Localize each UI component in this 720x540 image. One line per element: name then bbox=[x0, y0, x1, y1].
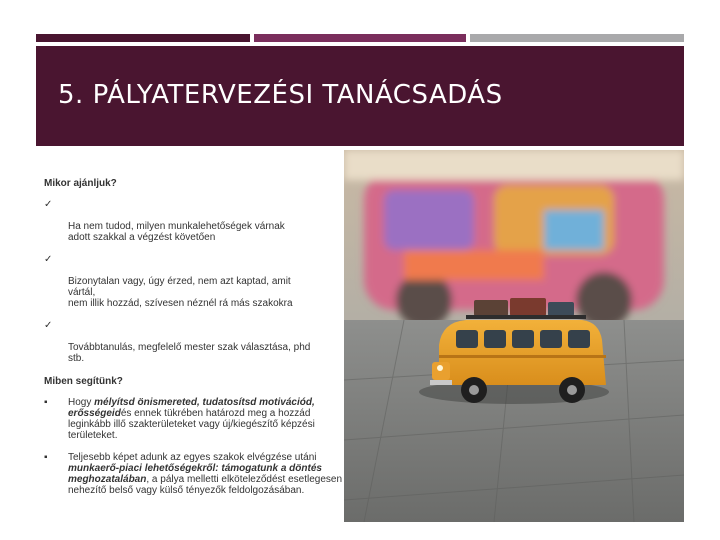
section-heading-help: Miben segítünk? bbox=[44, 376, 123, 387]
item-text-pre: Teljesebb képet adunk az egyes szakok elvégzése utáni bbox=[68, 452, 317, 463]
item-text-post: és ennek tükrében határozd meg a hozzád leginkább illő szakterületeket vagy új/kiegészítő képzési területeket. bbox=[68, 408, 315, 441]
checkmark-icon: ✓ bbox=[44, 199, 53, 210]
checkmark-icon: ✓ bbox=[44, 320, 53, 331]
accent-bar-dark bbox=[36, 34, 250, 42]
item-text-post: , a pálya melletti elköteleződést esetlegesen nehezítő belső vagy külső tényezők feldolgozásában. bbox=[68, 474, 343, 496]
list-item-text: Ha nem tudod, milyen munkalehetőségek várnak adott szakkal a végzést követően bbox=[68, 221, 285, 243]
item-text-emphasis: mélyítsd önismereted, tudatosítsd motivációd, erősségeid bbox=[68, 397, 315, 419]
help-list bbox=[44, 397, 344, 496]
list-item bbox=[44, 452, 344, 496]
list-item bbox=[44, 254, 344, 309]
checkmark-icon: ✓ bbox=[44, 254, 53, 265]
list-item bbox=[44, 397, 344, 441]
list-item bbox=[44, 320, 344, 364]
slide-content bbox=[44, 178, 344, 508]
square-bullet-icon: ▪ bbox=[44, 452, 48, 463]
list-item-text: Továbbtanulás, megfelelő mester szak választása, phd stb. bbox=[68, 342, 311, 364]
square-bullet-icon: ▪ bbox=[44, 397, 48, 408]
list-item bbox=[44, 199, 344, 243]
when-list bbox=[44, 199, 344, 364]
list-item-text: Bizonytalan vagy, úgy érzed, nem azt kaptad, amit vártál, nem illik hozzád, szívesen néznél rá más szakokra bbox=[68, 276, 293, 309]
accent-bar-gray bbox=[470, 34, 684, 42]
accent-bar-mid bbox=[254, 34, 466, 42]
item-text-emphasis: munkaerő-piaci lehetőségekről: támogatunk a döntés meghozatalában bbox=[68, 463, 322, 485]
section-heading-when: Mikor ajánljuk? bbox=[44, 178, 117, 189]
toy-bus-photo bbox=[344, 150, 684, 522]
title-banner bbox=[36, 46, 684, 146]
item-text-pre: Hogy bbox=[68, 397, 95, 408]
slide-title: 5. PÁLYATERVEZÉSI TANÁCSADÁS bbox=[58, 80, 503, 110]
